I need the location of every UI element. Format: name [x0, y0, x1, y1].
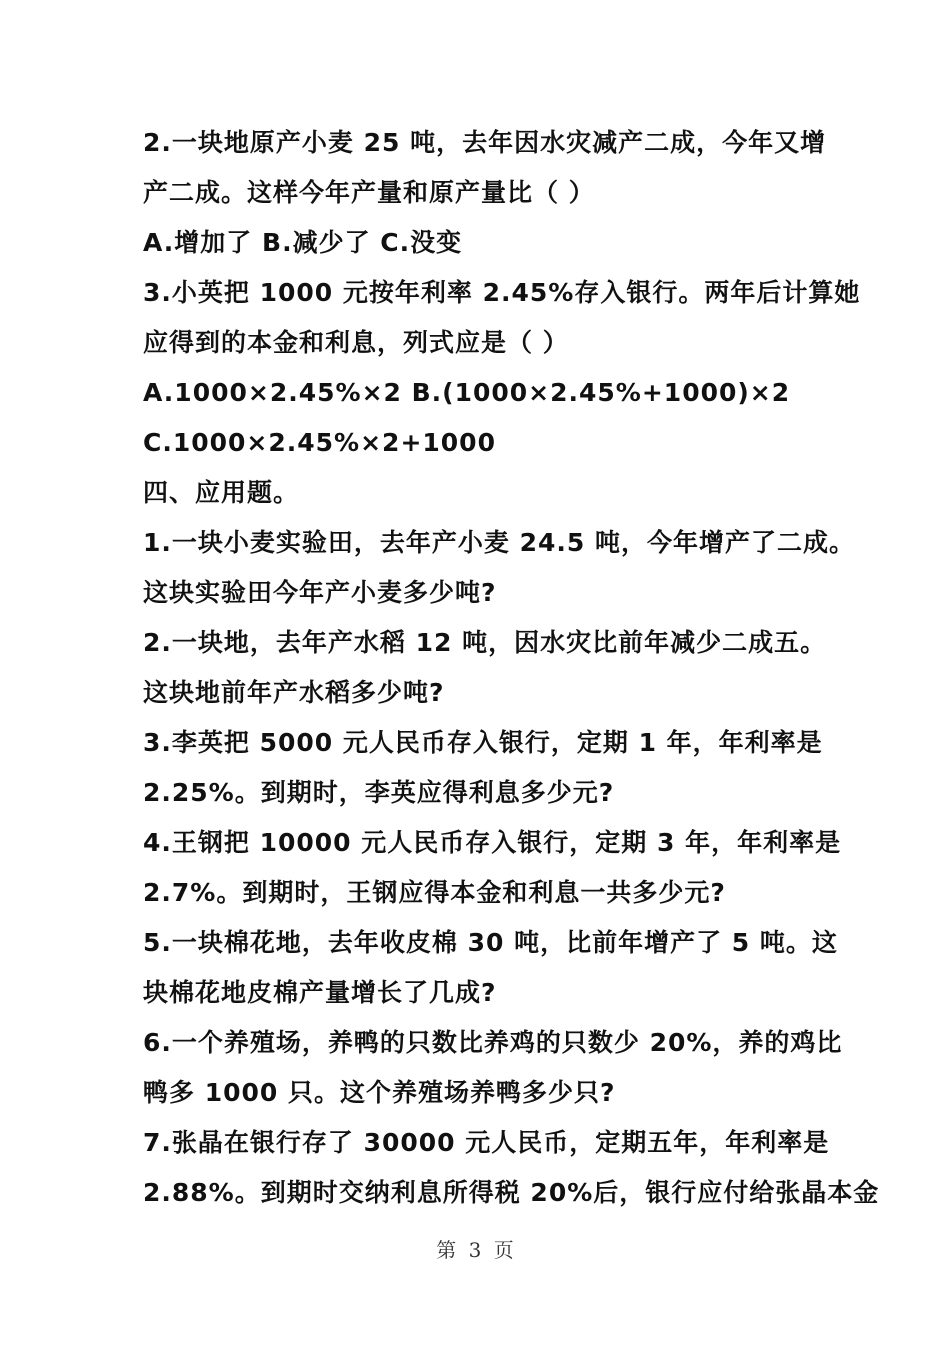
text-line: 5.一块棉花地，去年收皮棉 30 吨，比前年增产了 5 吨。这 — [143, 928, 838, 957]
text-line: 产二成。这样今年产量和原产量比（ ） — [143, 178, 595, 207]
document-body — [143, 118, 880, 1218]
text-line: 应得到的本金和利息，列式应是（ ） — [143, 328, 569, 357]
text-line: 这块地前年产水稻多少吨? — [143, 678, 445, 707]
text-line: A.增加了 B.减少了 C.没变 — [143, 228, 463, 257]
text-line: A.1000×2.45%×2 B.(1000×2.45%+1000)×2 — [143, 378, 791, 407]
page-number: 3 — [468, 1238, 482, 1262]
text-line: 鸭多 1000 只。这个养殖场养鸭多少只? — [143, 1078, 616, 1107]
page-footer — [0, 1234, 950, 1263]
section-heading: 四、应用题。 — [143, 478, 300, 507]
text-line: 2.7%。到期时，王钢应得本金和利息一共多少元? — [143, 878, 726, 907]
text-line: 3.李英把 5000 元人民币存入银行，定期 1 年，年利率是 — [143, 728, 823, 757]
text-line: C.1000×2.45%×2+1000 — [143, 428, 496, 457]
text-line: 2.25%。到期时，李英应得利息多少元? — [143, 778, 615, 807]
text-line: 4.王钢把 10000 元人民币存入银行，定期 3 年，年利率是 — [143, 828, 842, 857]
page-label-suffix: 页 — [493, 1238, 514, 1262]
text-line: 2.一块地原产小麦 25 吨，去年因水灾减产二成，今年又增 — [143, 128, 827, 157]
page-label-prefix: 第 — [436, 1238, 457, 1262]
text-line: 1.一块小麦实验田，去年产小麦 24.5 吨，今年增产了二成。 — [143, 528, 855, 557]
text-line: 2.88%。到期时交纳利息所得税 20%后，银行应付给张晶本金 — [143, 1178, 880, 1207]
text-line: 2.一块地，去年产水稻 12 吨，因水灾比前年减少二成五。 — [143, 628, 827, 657]
text-line: 块棉花地皮棉产量增长了几成? — [143, 978, 497, 1007]
text-line: 6.一个养殖场，养鸭的只数比养鸡的只数少 20%，养的鸡比 — [143, 1028, 843, 1057]
text-line: 这块实验田今年产小麦多少吨? — [143, 578, 497, 607]
text-line: 7.张晶在银行存了 30000 元人民币，定期五年，年利率是 — [143, 1128, 830, 1157]
text-line: 3.小英把 1000 元按年利率 2.45%存入银行。两年后计算她 — [143, 278, 861, 307]
